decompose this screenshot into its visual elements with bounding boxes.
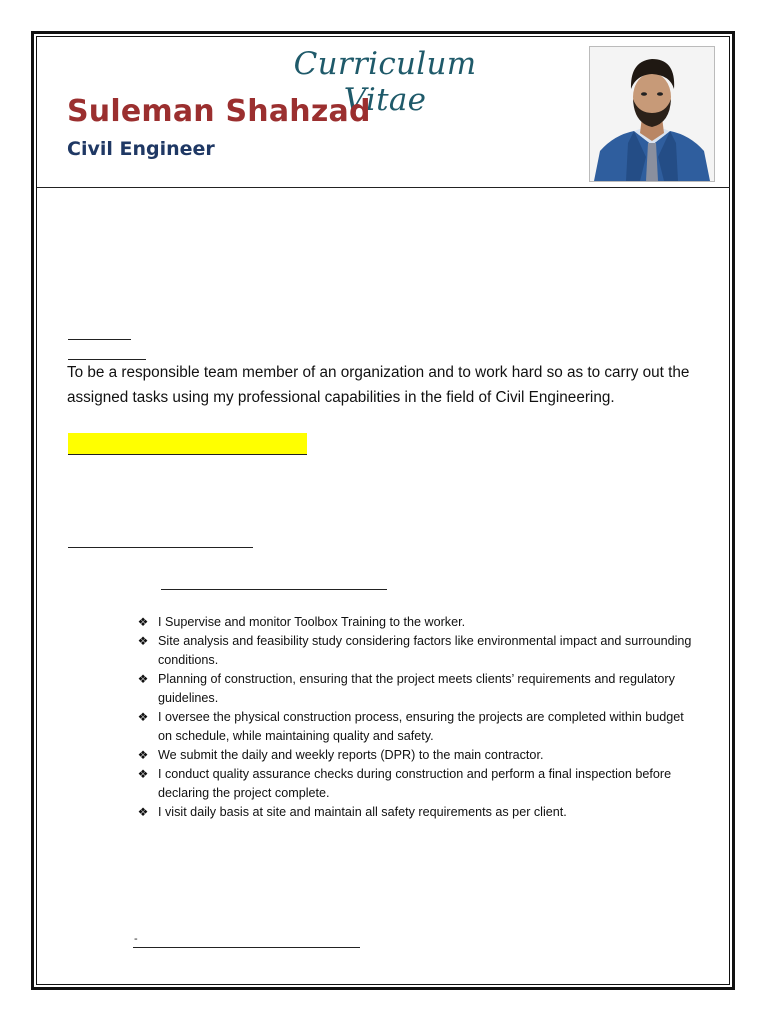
list-item: [136, 613, 696, 632]
duties-list: [136, 613, 696, 822]
list-item: [136, 765, 696, 803]
footer-dash: -: [134, 933, 138, 945]
section-heading-underline: [68, 339, 131, 340]
profile-photo: [589, 46, 715, 182]
profile-photo-image: [590, 47, 714, 181]
list-item: [136, 670, 696, 708]
list-item: [136, 708, 696, 746]
objective-text: To be a responsible team member of an organization and to work hard so as to carry out the assigned tasks using my professional capabilities in the field of Civil Engineering.: [67, 364, 690, 406]
list-item: [136, 746, 696, 765]
header-divider: [37, 187, 730, 188]
diamond-bullet-icon: ❖: [137, 615, 149, 629]
list-item: [136, 632, 696, 670]
diamond-bullet-icon: ❖: [137, 767, 149, 781]
diamond-bullet-icon: ❖: [137, 748, 149, 762]
diamond-bullet-icon: ❖: [137, 710, 149, 724]
duty-text: I oversee the physical construction process, ensuring the projects are completed within budget on schedule, while maintaining quality and safety.: [158, 710, 684, 743]
candidate-name: Suleman Shahzad: [67, 94, 371, 129]
cv-title: Curriculum Vitae: [293, 46, 477, 118]
section-heading-underline: [133, 947, 360, 948]
duty-text: I Supervise and monitor Toolbox Training to the worker.: [158, 615, 466, 629]
duty-text: Site analysis and feasibility study considering factors like environmental impact and surrounding conditions.: [158, 634, 692, 667]
diamond-bullet-icon: ❖: [137, 634, 149, 648]
candidate-role: Civil Engineer: [67, 138, 215, 160]
list-item: [136, 803, 696, 822]
subsection-heading-underline: [161, 589, 387, 590]
section-heading-underline: [68, 547, 253, 548]
duty-text: Planning of construction, ensuring that the project meets clients’ requirements and regulatory guidelines.: [158, 672, 675, 705]
highlighted-heading: [68, 433, 307, 455]
duty-text: We submit the daily and weekly reports (DPR) to the main contractor.: [158, 748, 544, 762]
duty-text: I visit daily basis at site and maintain all safety requirements as per client.: [158, 805, 567, 819]
diamond-bullet-icon: ❖: [137, 672, 149, 686]
diamond-bullet-icon: ❖: [137, 805, 149, 819]
duty-text: I conduct quality assurance checks during construction and perform a final inspection before declaring the project complete.: [158, 767, 672, 800]
